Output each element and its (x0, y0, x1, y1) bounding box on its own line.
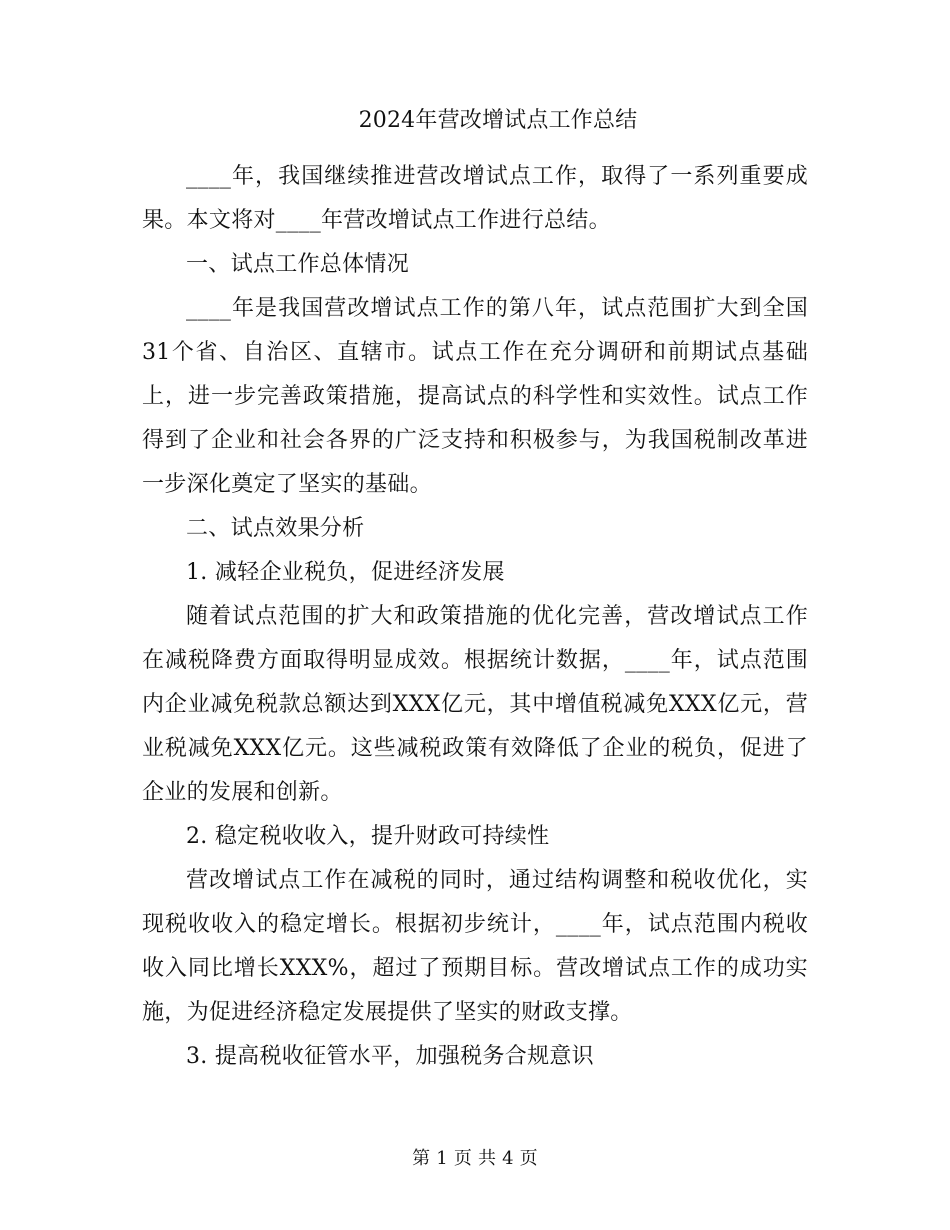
section-heading-analysis: 二、试点效果分析 (186, 516, 365, 541)
subheading-tax-revenue: 2. 稳定税收收入，提升财政可持续性 (186, 824, 550, 849)
subheading-tax-administration: 3. 提高税收征管水平，加强税务合规意识 (186, 1044, 594, 1069)
intro-paragraph: ____年，我国继续推进营改增试点工作，取得了一系列重要成果。本文将对____年营改增试点工作进行总结。 (142, 164, 808, 233)
tax-revenue-paragraph: 营改增试点工作在减税的同时，通过结构调整和税收优化，实现税收收入的稳定增长。根据初步统计，____年，试点范围内税收收入同比增长XXX%，超过了预期目标。营改增试点工作的成功实施，为促进经济稳定发展提供了坚实的财政支撑。 (142, 868, 808, 1025)
overview-paragraph: ____年是我国营改增试点工作的第八年，试点范围扩大到全国31个省、自治区、直辖市。试点工作在充分调研和前期试点基础上，进一步完善政策措施，提高试点的科学性和实效性。试点工作得到了企业和社会各界的广泛支持和积极参与，为我国税制改革进一步深化奠定了坚实的基础。 (142, 296, 808, 497)
page-number-footer: 第 1 页 共 4 页 (412, 1148, 538, 1169)
subheading-tax-burden: 1. 减轻企业税负，促进经济发展 (186, 560, 505, 585)
document-body (142, 155, 808, 1079)
document-title: 2024年营改增试点工作总结 (358, 108, 638, 133)
tax-burden-paragraph: 随着试点范围的扩大和政策措施的优化完善，营改增试点工作在减税降费方面取得明显成效。根据统计数据，____年，试点范围内企业减免税款总额达到XXX亿元，其中增值税减免XXX亿元，营业税减免XXX亿元。这些减税政策有效降低了企业的税负，促进了企业的发展和创新。 (142, 604, 808, 805)
section-heading-overview: 一、试点工作总体情况 (186, 252, 410, 277)
